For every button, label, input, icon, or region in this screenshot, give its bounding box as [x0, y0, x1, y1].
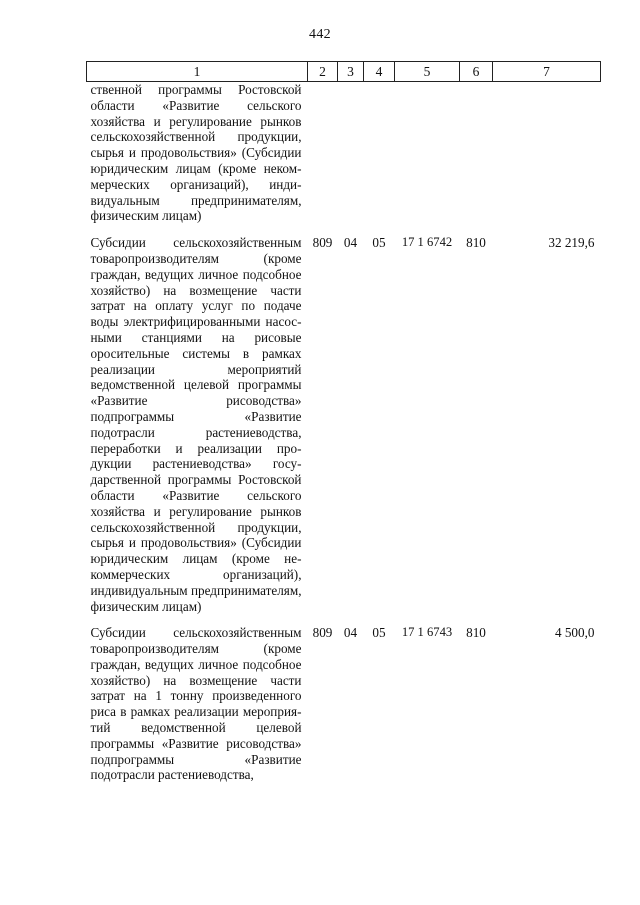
table-row: [87, 625, 601, 783]
table-body: [87, 82, 601, 784]
cell-section: [338, 82, 364, 225]
column-header-6: 6: [460, 62, 493, 82]
cell-section: 04: [343, 235, 358, 251]
row-description: ственной программы Ростовской области «Развитие сельского хозяйства и регулирование рынков сельскохозяйственной продукции, сырья и продовольствия» (Субсидии юридическим лицам (кроме некоммерческих организаций), индивидуальным предпринимателям, физическим лицам): [90, 82, 302, 224]
budget-table: [86, 61, 601, 783]
spacer-cell: [87, 614, 601, 625]
cell-ministry-code: 809: [312, 235, 333, 251]
cell-target-article: 17 1 6742: [401, 235, 453, 250]
row-description: Субсидии сельскохозяйственным товаропроизводителям (кроме граждан, ведущих личное подсобное хозяйство) на возмещение части затрат на 1 тонну произведенного риса в рамках реализации мероприятий ведомственной целевой программы «Развитие рисоводства» подпрограммы «Развитие подотрасли растениеводства,: [90, 625, 302, 783]
cell-expense-type: 810: [466, 235, 486, 251]
cell-amount: 4 500,0: [554, 625, 595, 641]
cell-target-article: 17 1 6743: [401, 625, 453, 640]
cell-ministry-code: [308, 82, 338, 225]
page-number: 442: [309, 27, 331, 42]
cell-subsection: [364, 82, 395, 225]
column-header-4: 4: [364, 62, 395, 82]
cell-amount: 32 219,6: [548, 235, 595, 251]
cell-subsection: 05: [372, 235, 386, 251]
row-spacer: [87, 224, 601, 235]
table-row: [87, 235, 601, 614]
cell-ministry-code: 809: [312, 625, 333, 641]
cell-expense-type: 810: [466, 625, 486, 641]
cell-target-article: [395, 82, 460, 225]
spacer-cell: [87, 224, 601, 235]
column-header-3: 3: [338, 62, 364, 82]
table-row: [87, 82, 601, 225]
column-header-2: 2: [308, 62, 338, 82]
cell-subsection: 05: [372, 625, 386, 641]
column-header-7: 7: [493, 62, 601, 82]
header-row: [87, 62, 601, 82]
row-spacer: [87, 614, 601, 625]
column-header-1: 1: [87, 62, 308, 82]
cell-expense-type: [460, 82, 493, 225]
cell-amount: [493, 82, 601, 225]
row-description: Субсидии сельскохозяйственным товаропроизводителям (кроме граждан, ведущих личное подсобное хозяйство) на возмещение части затрат на оплату услуг по подаче воды электрифицированными насосными станциями на рисовые оросительные системы в рамках реализации мероприятий ведомственной целевой программы «Развитие рисоводства» подпрограммы «Развитие подотрасли растениеводства, переработки и реализации продукции растениеводства» государственной программы Ростовской области «Развитие сельского хозяйства и регулирование рынков сельскохозяйственной продукции, сырья и продовольствия» (Субсидии юридическим лицам (кроме некоммерческих организаций), индивидуальным предпринимателям, физическим лицам): [90, 235, 302, 614]
cell-section: 04: [343, 625, 358, 641]
table-header: [87, 62, 601, 82]
column-header-5: 5: [395, 62, 460, 82]
